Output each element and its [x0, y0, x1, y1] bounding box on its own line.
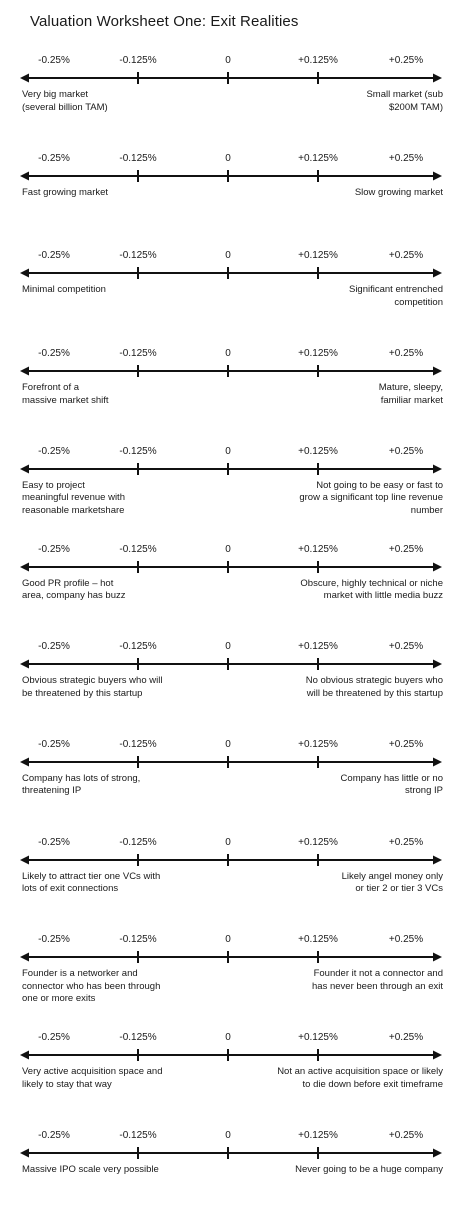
- tick-label: -0.25%: [38, 152, 70, 164]
- arrow-right-icon: [433, 660, 442, 669]
- arrow-left-icon: [20, 660, 29, 669]
- tick-label: 0: [225, 934, 231, 946]
- arrow-left-icon: [20, 757, 29, 766]
- left-anchor-label: Very big market (several billion TAM): [22, 89, 108, 113]
- tick-label: -0.125%: [119, 1129, 157, 1141]
- left-anchor-label: Likely to attract tier one VCs with lots of exit connections: [22, 870, 161, 895]
- right-anchor-label: Founder it not a connector and has never been through an exit: [312, 968, 443, 992]
- arrow-left-icon: [20, 74, 29, 83]
- arrow-left-icon: [20, 1148, 29, 1157]
- left-anchor-label: Fast growing market: [22, 186, 109, 198]
- arrow-left-icon: [20, 953, 29, 962]
- left-anchor-label: Good PR profile – hot area, company has buzz: [22, 577, 126, 601]
- scale-row: [0, 153, 457, 248]
- arrow-right-icon: [433, 367, 442, 376]
- arrow-left-icon: [20, 367, 29, 376]
- tick-label: -0.125%: [119, 55, 157, 66]
- tick-label: -0.125%: [119, 543, 157, 555]
- tick-label: -0.125%: [119, 152, 157, 164]
- tick-label: +0.25%: [388, 348, 424, 360]
- tick-label: 0: [225, 1129, 231, 1141]
- left-anchor-label: Company has lots of strong, threatening IP: [22, 772, 141, 797]
- tick-label: -0.25%: [38, 1032, 70, 1043]
- tick-label: +0.125%: [298, 1032, 338, 1043]
- tick-label: +0.125%: [298, 55, 338, 66]
- arrow-right-icon: [433, 757, 442, 766]
- tick-label: 0: [225, 738, 231, 750]
- arrow-right-icon: [433, 171, 442, 180]
- arrow-right-icon: [433, 1148, 442, 1157]
- arrow-right-icon: [433, 464, 442, 473]
- tick-label: 0: [225, 348, 231, 360]
- scale-row: [0, 446, 457, 541]
- tick-label: +0.25%: [388, 934, 424, 946]
- tick-label: 0: [225, 152, 231, 164]
- right-anchor-label: Significant entrenched competition: [348, 284, 443, 308]
- scale-row: [0, 739, 457, 834]
- tick-label: -0.125%: [119, 445, 157, 457]
- left-anchor-label: Obvious strategic buyers who will be threatened by this startup: [22, 675, 163, 699]
- tick-label: -0.25%: [38, 641, 70, 653]
- right-anchor-label: Likely angel money only or tier 2 or tier 3 VCs: [341, 870, 443, 895]
- tick-label: -0.25%: [38, 934, 70, 946]
- arrow-left-icon: [20, 855, 29, 864]
- tick-label: -0.125%: [119, 738, 157, 750]
- scale-row: [0, 544, 457, 639]
- tick-label: -0.25%: [38, 55, 70, 66]
- tick-label: 0: [225, 55, 231, 66]
- right-anchor-label: Slow growing market: [354, 186, 443, 198]
- right-anchor-label: Mature, sleepy, familiar market: [378, 382, 443, 406]
- tick-label: -0.125%: [119, 348, 157, 360]
- scale-row: [0, 641, 457, 736]
- arrow-left-icon: [20, 171, 29, 180]
- tick-label: 0: [225, 1032, 231, 1043]
- tick-label: -0.125%: [119, 836, 157, 848]
- left-anchor-label: Minimal competition: [22, 284, 106, 296]
- tick-label: +0.25%: [388, 543, 424, 555]
- left-anchor-label: Massive IPO scale very possible: [22, 1163, 159, 1175]
- scale-row: [0, 250, 457, 345]
- tick-label: -0.25%: [38, 348, 70, 360]
- left-anchor-label: Very active acquisition space and likely to stay that way: [22, 1066, 163, 1090]
- tick-label: -0.25%: [38, 836, 70, 848]
- tick-label: -0.125%: [119, 934, 157, 946]
- tick-label: 0: [225, 250, 231, 262]
- tick-label: +0.25%: [388, 836, 424, 848]
- left-anchor-label: Easy to project meaningful revenue with reasonable marketshare: [22, 479, 125, 516]
- tick-label: +0.125%: [298, 348, 338, 360]
- tick-label: -0.125%: [119, 250, 157, 262]
- arrow-left-icon: [20, 1051, 29, 1060]
- scale-row: [0, 1130, 457, 1225]
- right-anchor-label: Company has little or no strong IP: [340, 772, 443, 797]
- tick-label: +0.125%: [298, 1129, 338, 1141]
- arrow-right-icon: [433, 74, 442, 83]
- right-anchor-label: Not an active acquisition space or likely to die down before exit timeframe: [277, 1066, 443, 1090]
- scale-row: [0, 934, 457, 1029]
- tick-label: -0.25%: [38, 250, 70, 262]
- scale-row: [0, 837, 457, 932]
- tick-label: -0.125%: [119, 641, 157, 653]
- arrow-left-icon: [20, 562, 29, 571]
- right-anchor-label: Obscure, highly technical or niche market with little media buzz: [300, 577, 443, 601]
- tick-label: -0.25%: [38, 1129, 70, 1141]
- right-anchor-label: Not going to be easy or fast to grow a significant top line revenue number: [299, 479, 443, 516]
- arrow-right-icon: [433, 562, 442, 571]
- tick-label: +0.25%: [388, 641, 424, 653]
- tick-label: +0.125%: [298, 738, 338, 750]
- tick-label: +0.125%: [298, 836, 338, 848]
- tick-label: -0.25%: [38, 738, 70, 750]
- scale-row: [0, 55, 457, 150]
- scale-row: [0, 348, 457, 443]
- scale-row: [0, 1032, 457, 1127]
- arrow-right-icon: [433, 953, 442, 962]
- tick-label: +0.125%: [298, 250, 338, 262]
- tick-label: +0.125%: [298, 641, 338, 653]
- right-anchor-label: No obvious strategic buyers who will be threatened by this startup: [305, 675, 443, 699]
- arrow-left-icon: [20, 464, 29, 473]
- tick-label: 0: [225, 445, 231, 457]
- left-anchor-label: Founder is a networker and connector who has been through one or more exits: [22, 968, 161, 1005]
- tick-label: -0.25%: [38, 445, 70, 457]
- tick-label: 0: [225, 543, 231, 555]
- arrow-right-icon: [433, 269, 442, 278]
- tick-label: +0.25%: [388, 445, 424, 457]
- tick-label: +0.25%: [388, 152, 424, 164]
- tick-label: +0.25%: [388, 250, 424, 262]
- arrow-right-icon: [433, 1051, 442, 1060]
- tick-label: +0.125%: [298, 152, 338, 164]
- tick-label: 0: [225, 836, 231, 848]
- tick-label: +0.125%: [298, 934, 338, 946]
- tick-label: 0: [225, 641, 231, 653]
- tick-label: +0.125%: [298, 445, 338, 457]
- right-anchor-label: Small market (sub $200M TAM): [366, 89, 443, 113]
- page-title: Valuation Worksheet One: Exit Realities: [30, 13, 299, 30]
- tick-label: +0.25%: [388, 1032, 424, 1043]
- left-anchor-label: Forefront of a massive market shift: [22, 382, 109, 406]
- tick-label: -0.125%: [119, 1032, 157, 1043]
- tick-label: +0.125%: [298, 543, 338, 555]
- tick-label: -0.25%: [38, 543, 70, 555]
- tick-label: +0.25%: [388, 1129, 424, 1141]
- tick-label: +0.25%: [388, 738, 424, 750]
- tick-label: +0.25%: [388, 55, 424, 66]
- right-anchor-label: Never going to be a huge company: [295, 1163, 443, 1175]
- arrow-right-icon: [433, 855, 442, 864]
- arrow-left-icon: [20, 269, 29, 278]
